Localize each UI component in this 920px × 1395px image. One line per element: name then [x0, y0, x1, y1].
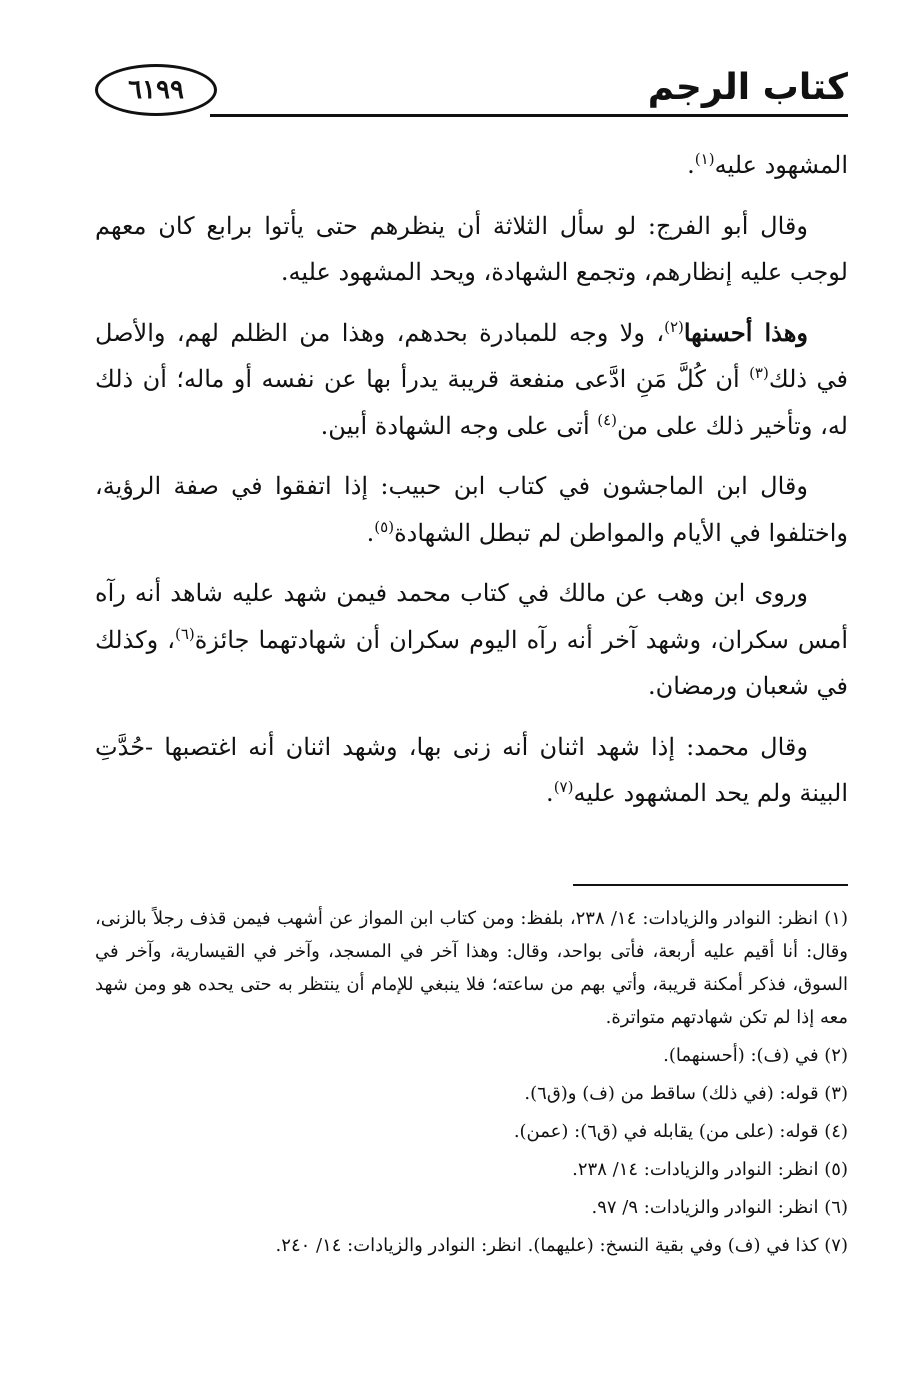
paragraph-3-b: أن كُلَّ مَنِ ادَّعى منفعة قريبة يدرأ بها عن نفسه أو ماله؛ أن ذلك له، وتأخير ذلك على من [95, 365, 848, 440]
footnotes [95, 902, 848, 1267]
footnote-5: (٥) انظر: النوادر والزيادات: ١٤/ ٢٣٨. [572, 1159, 848, 1180]
paragraph-4-end: . [366, 518, 375, 547]
footnote-ref-2: (٢) [664, 317, 684, 336]
paragraph-6-end: . [546, 779, 554, 807]
paragraph-3-bold: وهذا أحسنها [683, 317, 808, 347]
footnote-ref-3: (٣) [749, 364, 769, 382]
footnote-ref-7: (٧) [553, 778, 574, 796]
footnote-ref-4: (٤) [597, 410, 618, 429]
paragraph-5-b: ، وكذلك في شعبان ورمضان. [95, 625, 848, 700]
footnote-2: (٢) في (ف): (أحسنهما). [663, 1045, 848, 1066]
footnote-ref-6: (٦) [175, 624, 195, 643]
footnote-ref-5: (٥) [374, 517, 395, 536]
paragraph-3-c: أتى على وجه الشهادة أبين. [320, 411, 598, 440]
paragraph-6 [95, 724, 848, 817]
paragraph-1-end: . [687, 151, 695, 179]
paragraph-4 [95, 463, 848, 556]
header-rule [210, 114, 848, 117]
paragraph-1 [95, 142, 848, 189]
footnote-4: (٤) قوله: (على من) يقابله في (ق٦): (عمن). [513, 1121, 848, 1142]
footnote-ref-1: (١) [694, 150, 715, 168]
footnote-separator [573, 884, 848, 886]
paragraph-5-a: وروى ابن وهب عن مالك في كتاب محمد فيمن شهد عليه شاهد أنه رآه أمس سكران، وشهد آخر أنه رآه اليوم سكران أن شهادتهما جائزة [95, 579, 849, 654]
page-number: ٦١٩٩ [128, 75, 184, 105]
page-number-oval [95, 64, 217, 116]
footnote-6: (٦) انظر: النوادر والزيادات: ٩/ ٩٧. [591, 1197, 848, 1218]
paragraph-6-text: وقال محمد: إذا شهد اثنان أنه زنى بها، وشهد اثنان أنه اغتصبها -حُدَّتِ البينة ولم يحد المشهود عليه [95, 732, 848, 807]
paragraph-4-text: وقال ابن الماجشون في كتاب ابن حبيب: إذا اتفقوا في صفة الرؤية، واختلفوا في الأيام والمواطن لم تبطل الشهادة [95, 472, 848, 547]
footnote-7: (٧) كذا في (ف) وفي بقية النسخ: (عليهما). انظر: النوادر والزيادات: ١٤/ ٢٤٠. [275, 1235, 848, 1256]
footnote-1: (١) انظر: النوادر والزيادات: ١٤/ ٢٣٨، بلفظ: ومن كتاب ابن المواز عن أشهب فيمن قذف رجلاً بالزنى، وقال: أنا أقيم عليه أربعة، فأتى بواحد، وقال: وهذا آخر في المسجد، وآخر في القيسارية، وآخر في السوق، فذكر أمكنة قريبة، وأتي بهم من ساعته؛ فلا ينبغي للإمام أن ينتظر به حتى يحده هو ومن شهد معه إذا لم تكن شهادتهم متواترة. [95, 908, 848, 1028]
paragraph-3 [95, 310, 848, 450]
main-text [95, 142, 848, 831]
footnote-3: (٣) قوله: (في ذلك) ساقط من (ف) و(ق٦). [524, 1083, 848, 1104]
paragraph-1-text: المشهود عليه [714, 151, 848, 179]
page-header [95, 62, 848, 132]
book-title: كتاب الرجم [647, 67, 848, 108]
paragraph-5 [95, 570, 848, 710]
paragraph-2: وقال أبو الفرج: لو سأل الثلاثة أن ينظرهم حتى يأتوا برابع كان معهم لوجب عليه إنظارهم، وتجمع الشهادة، ويحد المشهود عليه. [95, 211, 848, 286]
paragraph-3-a: ، ولا وجه للمبادرة بحدهم، وهذا من الظلم لهم، والأصل في ذلك [95, 318, 848, 393]
